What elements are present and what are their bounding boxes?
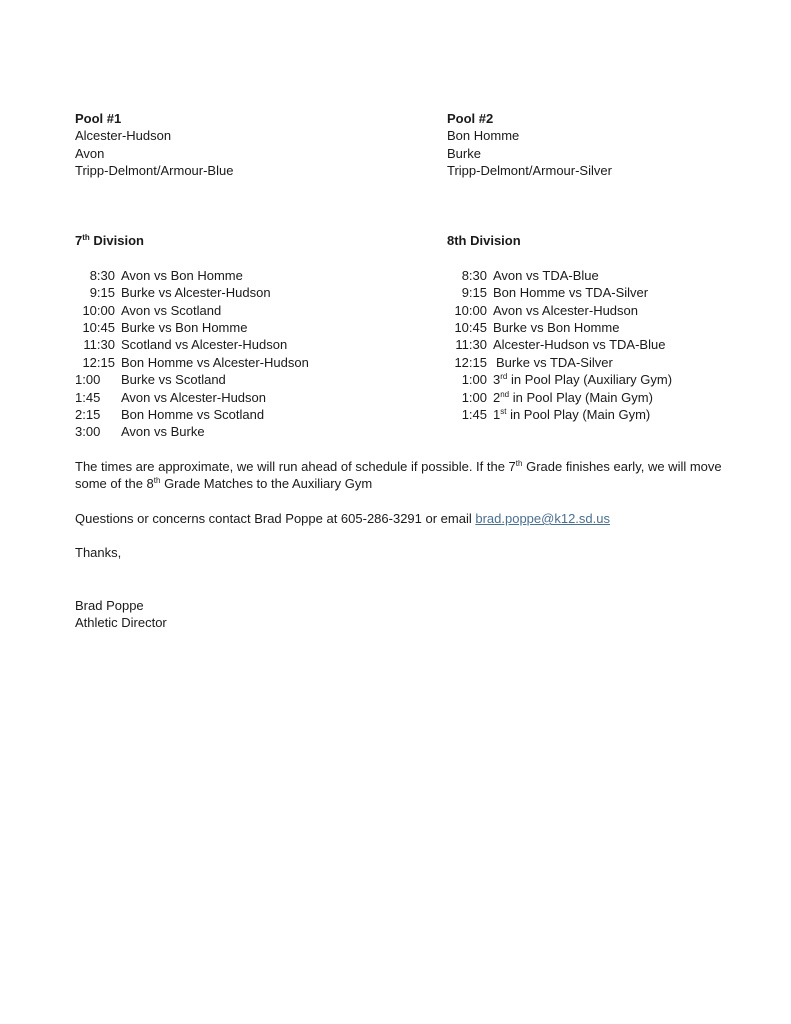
game-match: Avon vs Bon Homme bbox=[121, 267, 243, 283]
schedule-row bbox=[75, 267, 405, 284]
game-time: 10:00 bbox=[454, 302, 487, 318]
playoff-desc: in Pool Play (Main Gym) bbox=[506, 406, 651, 422]
game-time: 9:15 bbox=[89, 285, 115, 301]
game-time: 1:00 bbox=[75, 372, 101, 388]
schedule-row bbox=[447, 354, 777, 371]
game-match: Burke vs Scotland bbox=[121, 372, 226, 388]
schedule-row bbox=[447, 284, 777, 301]
schedule-row bbox=[75, 371, 405, 388]
game-match: Avon vs Alcester-Hudson bbox=[121, 389, 266, 405]
game-time: 2:15 bbox=[75, 406, 101, 422]
playoff-row bbox=[447, 389, 777, 406]
game-time: 1:45 bbox=[75, 389, 101, 405]
game-time: 11:30 bbox=[455, 337, 487, 353]
playoff-desc: in Pool Play (Main Gym) bbox=[509, 389, 653, 405]
signature-block bbox=[75, 597, 725, 632]
playoff-match bbox=[493, 389, 653, 406]
game-match: Burke vs Alcester-Hudson bbox=[121, 285, 271, 301]
schedule-row bbox=[75, 389, 405, 406]
note-sup-1: th bbox=[515, 459, 523, 468]
closing: Thanks, bbox=[75, 545, 122, 560]
playoff-place-sup: nd bbox=[500, 389, 510, 399]
contact-line bbox=[75, 510, 725, 527]
game-time: 1:45 bbox=[461, 406, 487, 422]
schedule-row bbox=[75, 284, 405, 301]
pool-1-team: Avon bbox=[75, 145, 105, 161]
game-match: Avon vs Scotland bbox=[121, 302, 222, 318]
note-part-3: Grade Matches to the Auxiliary Gym bbox=[160, 476, 373, 492]
note-sup-2: th bbox=[153, 476, 161, 486]
game-match: Alcester-Hudson vs TDA-Blue bbox=[493, 337, 666, 353]
schedule-row bbox=[75, 302, 405, 319]
game-time: 10:00 bbox=[82, 302, 115, 318]
game-time: 12:15 bbox=[82, 354, 115, 370]
game-time: 12:15 bbox=[454, 354, 487, 370]
schedule-row bbox=[75, 319, 405, 336]
pool-2-title: Pool #2 bbox=[447, 111, 494, 126]
game-time: 10:45 bbox=[454, 319, 487, 335]
game-time: 8:30 bbox=[461, 267, 487, 283]
playoff-match bbox=[493, 406, 650, 423]
schedule-row bbox=[447, 302, 777, 319]
pool-1-title: Pool #1 bbox=[75, 111, 122, 126]
division-8-title: 8th Division bbox=[447, 233, 521, 248]
pool-2-team: Tripp-Delmont/Armour-Silver bbox=[447, 163, 612, 179]
schedule-row bbox=[75, 406, 405, 423]
pool-2-section bbox=[447, 110, 612, 180]
note-part-1: The times are approximate, we will run ahead of schedule if possible. If the 7 bbox=[75, 459, 516, 474]
pool-1-section bbox=[75, 110, 233, 180]
playoff-row bbox=[447, 371, 777, 388]
schedule-note bbox=[75, 458, 725, 493]
email-link[interactable]: brad.poppe@k12.sd.us bbox=[475, 511, 610, 526]
game-time: 3:00 bbox=[75, 424, 101, 440]
game-time: 1:00 bbox=[461, 389, 487, 405]
division-8-section bbox=[447, 232, 777, 423]
game-time: 9:15 bbox=[461, 285, 487, 301]
division-7-title-sup: th bbox=[82, 233, 90, 242]
pool-2-team: Burke bbox=[447, 145, 481, 161]
game-match: Avon vs Burke bbox=[121, 424, 205, 440]
signature-name: Brad Poppe bbox=[75, 598, 144, 613]
schedule-row bbox=[447, 319, 777, 336]
pool-1-team: Alcester-Hudson bbox=[75, 128, 172, 144]
game-time: 8:30 bbox=[89, 267, 115, 283]
playoff-match bbox=[493, 371, 672, 388]
game-match: Bon Homme vs Scotland bbox=[121, 406, 265, 422]
playoff-place-sup: rd bbox=[500, 372, 508, 382]
playoff-place: 1 bbox=[493, 406, 501, 422]
schedule-row bbox=[75, 423, 405, 440]
signature-title: Athletic Director bbox=[75, 615, 167, 631]
game-match: Burke vs Bon Homme bbox=[493, 319, 620, 335]
contact-text: Questions or concerns contact Brad Poppe at 605-286-3291 or email bbox=[75, 511, 476, 526]
playoff-place: 3 bbox=[493, 372, 501, 388]
division-7-title bbox=[75, 232, 405, 249]
game-match: Avon vs TDA-Blue bbox=[493, 267, 599, 283]
schedule-row bbox=[75, 336, 405, 353]
note-part-2: Grade finishes early, we will move some of the 8 bbox=[75, 459, 722, 492]
game-time: 11:30 bbox=[83, 337, 115, 353]
division-7-title-rest: Division bbox=[89, 233, 144, 248]
playoff-place-sup: st bbox=[500, 406, 507, 416]
game-time: 10:45 bbox=[82, 319, 115, 335]
playoff-row bbox=[447, 406, 777, 423]
schedule-row bbox=[75, 354, 405, 371]
game-time: 1:00 bbox=[461, 372, 487, 388]
pool-1-team: Tripp-Delmont/Armour-Blue bbox=[75, 163, 234, 179]
division-7-section bbox=[75, 232, 405, 441]
schedule-row bbox=[447, 336, 777, 353]
playoff-place: 2 bbox=[493, 389, 501, 405]
schedule-row bbox=[447, 267, 777, 284]
game-match: Bon Homme vs TDA-Silver bbox=[493, 285, 649, 301]
game-match: Scotland vs Alcester-Hudson bbox=[121, 337, 288, 353]
game-match: Bon Homme vs Alcester-Hudson bbox=[121, 354, 309, 370]
game-match: Burke vs Bon Homme bbox=[121, 319, 248, 335]
game-match: Avon vs Alcester-Hudson bbox=[493, 302, 638, 318]
division-7-title-num: 7 bbox=[75, 233, 83, 248]
pool-2-team: Bon Homme bbox=[447, 128, 520, 144]
game-match: Burke vs TDA-Silver bbox=[496, 354, 613, 370]
playoff-desc: in Pool Play (Auxiliary Gym) bbox=[507, 372, 673, 388]
